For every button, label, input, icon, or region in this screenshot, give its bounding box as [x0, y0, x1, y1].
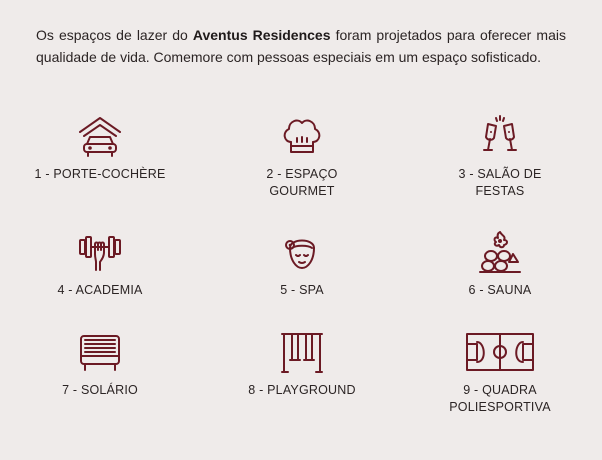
brand-name: Aventus Residences	[192, 27, 331, 43]
amenity-academia	[10, 228, 190, 299]
amenity-label: 8 - PLAYGROUND	[248, 383, 356, 397]
amenity-label: 1 - PORTE-COCHÈRE	[34, 167, 166, 181]
champagne-glasses-icon	[476, 112, 524, 160]
sun-lounger-icon	[76, 328, 124, 376]
intro-text-before: Os espaços de lazer do	[36, 27, 193, 43]
sauna-stones-icon	[476, 228, 524, 276]
chef-hat-icon	[278, 112, 326, 160]
amenity-solario	[10, 328, 190, 399]
amenity-playground	[212, 328, 392, 399]
amenity-quadra-poliesportiva	[410, 328, 590, 416]
spa-face-icon	[278, 228, 326, 276]
amenity-label: 2 - ESPAÇO GOURMET	[266, 167, 338, 198]
car-garage-icon	[76, 112, 124, 160]
swing-icon	[278, 328, 326, 376]
amenity-label: 9 - QUADRA POLIESPORTIVA	[449, 383, 551, 414]
amenity-porte-cochere	[10, 112, 190, 183]
court-icon	[464, 328, 536, 376]
amenity-label: 7 - SOLÁRIO	[62, 383, 138, 397]
intro-text-after: foram projetados para oferecer mais qualidade de vida. Comemore com pessoas especiais em um espaço sofisticado.	[36, 27, 566, 65]
dumbbell-icon	[76, 228, 124, 276]
amenity-label: 3 - SALÃO DE FESTAS	[458, 167, 542, 198]
amenity-espaco-gourmet	[212, 112, 392, 200]
amenity-salao-de-festas	[410, 112, 590, 200]
amenity-sauna	[410, 228, 590, 299]
amenity-label: 6 - SAUNA	[468, 283, 532, 297]
amenity-label: 4 - ACADEMIA	[57, 283, 143, 297]
amenity-spa	[212, 228, 392, 299]
amenity-label: 5 - SPA	[280, 283, 324, 297]
